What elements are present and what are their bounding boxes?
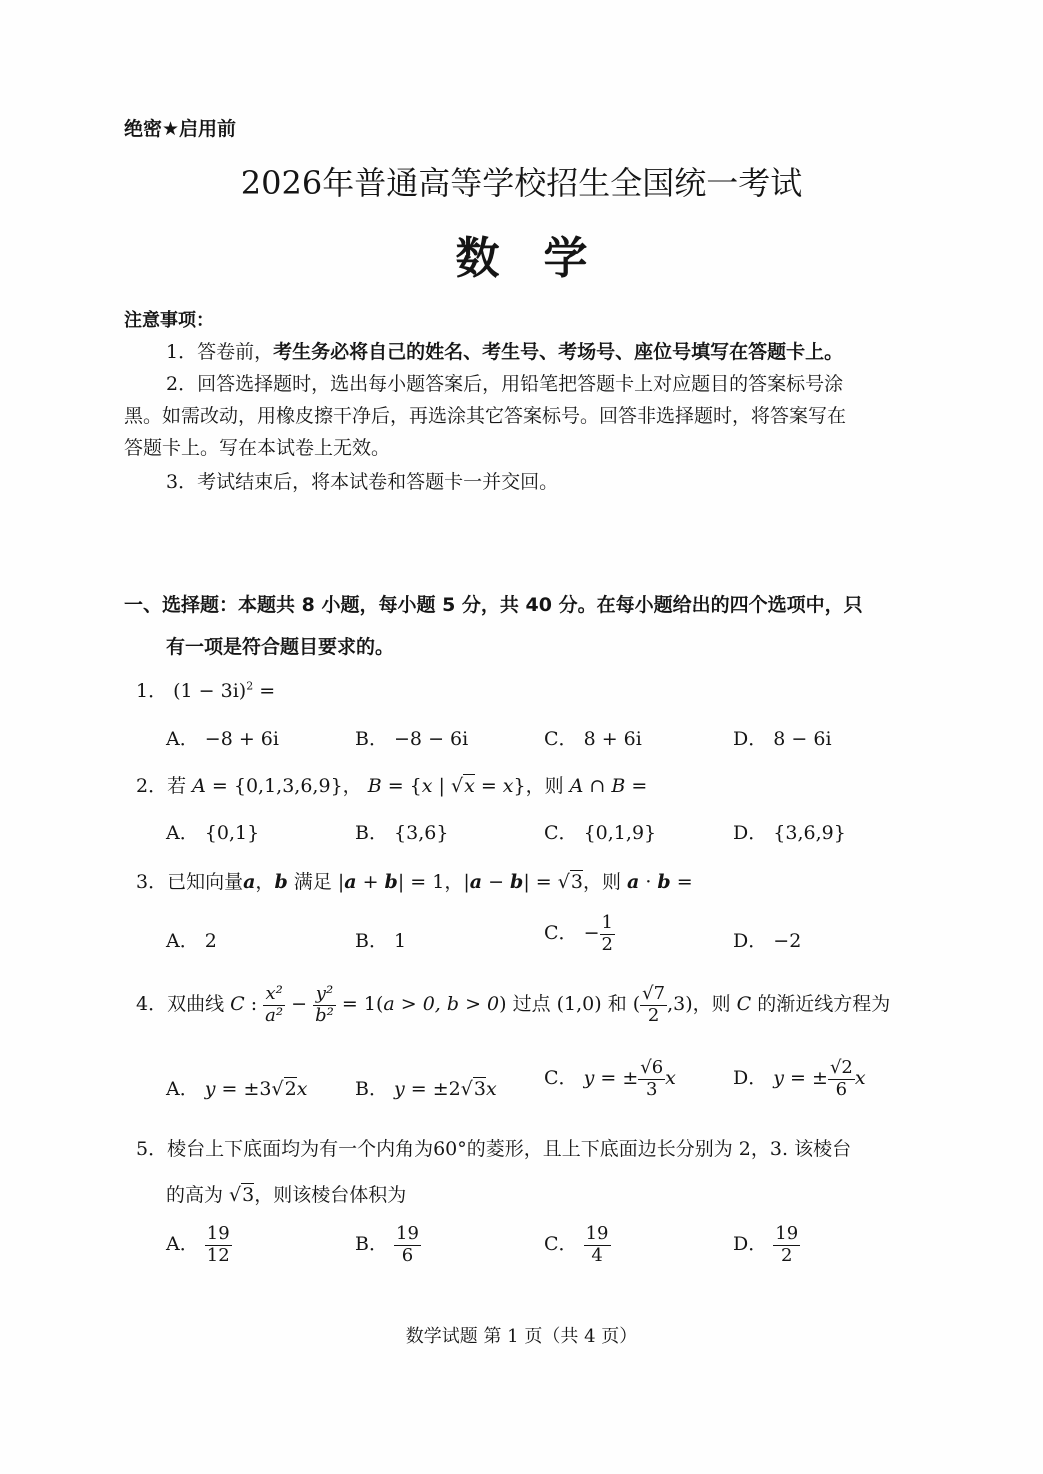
q3-option-b[interactable]: B． 1 — [355, 930, 407, 952]
q4-option-c[interactable]: C． y = ± $\frac{√6}{3}$ x — [544, 1057, 676, 1100]
question-3: 3．已知向量a，b 满足 |a + b| = 1，|a − b| = √3，则 a · b = — [136, 871, 693, 893]
notice-item-2-line3: 答题卡上。写在本试卷上无效。 — [124, 437, 391, 459]
question-5: 5．棱台上下底面均为有一个内角为60°的菱形，且上下底面边长分别为 2，3. 该棱台 — [136, 1138, 852, 1160]
question-1: 1． $(1 - 3i)^2$ = — [136, 679, 276, 702]
q2-option-a[interactable]: A． {0,1} — [166, 822, 260, 844]
notice-item-2-line2: 黑。如需改动，用橡皮擦干净后，再选涂其它答案标号。回答非选择题时，将答案写在 — [124, 405, 847, 427]
q1-option-c[interactable]: C． 8 + 6i — [544, 728, 642, 750]
q5-option-d[interactable]: D． $\frac{19}{2}$ — [733, 1223, 799, 1266]
q1-option-a[interactable]: A． −8 + 6i — [166, 728, 279, 750]
question-2: 2．若 A = {0,1,3,6,9}， B = {x | √x = x}，则 A ∩ B = — [136, 775, 648, 797]
q1-option-b[interactable]: B． −8 − 6i — [355, 728, 469, 750]
q3-option-a[interactable]: A． 2 — [166, 930, 217, 952]
question-4: 4．双曲线 C : $\frac{\text{x²}}{\text{a²}}$ − $\frac{\text{y²}}{\text{b²}}$ = 1(a > 0, b > 0) 过点 (1,0) 和 ( $\frac{√7}{2}$ ,3)，则 C 的渐近线方程为 — [136, 983, 891, 1026]
notice-item-1: 1．答卷前，考生务必将自己的姓名、考生号、考场号、座位号填写在答题卡上。 — [166, 341, 844, 363]
q1-option-d[interactable]: D． 8 − 6i — [733, 728, 832, 750]
q4-option-b[interactable]: B． y = ±2√3x — [355, 1078, 497, 1100]
q4-option-a[interactable]: A． y = ±3√2x — [166, 1078, 308, 1100]
subject-title: 数学 — [455, 233, 632, 284]
q5-option-c[interactable]: C． $\frac{19}{4}$ — [544, 1223, 609, 1266]
notice-heading: 注意事项： — [124, 310, 214, 331]
q3-option-d[interactable]: D． −2 — [733, 930, 802, 952]
confidential-label: 绝密★启用前 — [124, 118, 237, 140]
notice-item-2-line1: 2．回答选择题时，选出每小题答案后，用铅笔把答题卡上对应题目的答案标号涂 — [166, 373, 844, 395]
q2-option-b[interactable]: B． {3,6} — [355, 822, 449, 844]
section-heading-line2: 有一项是符合题目要求的。 — [166, 636, 395, 658]
question-5-line2: 的高为 √3，则该棱台体积为 — [166, 1184, 407, 1206]
exam-title: 2026年普通高等学校招生全国统一考试 — [240, 164, 803, 202]
q5-option-a[interactable]: A． $\frac{19}{12}$ — [166, 1223, 230, 1266]
page-footer: 数学试题 第 1 页（共 4 页） — [405, 1326, 638, 1347]
q2-option-c[interactable]: C． {0,1,9} — [544, 822, 657, 844]
notice-item-3: 3．考试结束后，将本试卷和答题卡一并交回。 — [166, 471, 559, 493]
q4-option-d[interactable]: D． y = ± $\frac{√2}{6}$ x — [733, 1057, 866, 1100]
q3-option-c[interactable]: C． − $\frac{1}{2}$ — [544, 912, 613, 955]
q5-option-b[interactable]: B． $\frac{19}{6}$ — [355, 1223, 419, 1266]
q2-option-d[interactable]: D． {3,6,9} — [733, 822, 846, 844]
section-heading-line1: 一、选择题：本题共 8 小题，每小题 5 分，共 40 分。在每小题给出的四个选项中，只 — [124, 594, 863, 616]
